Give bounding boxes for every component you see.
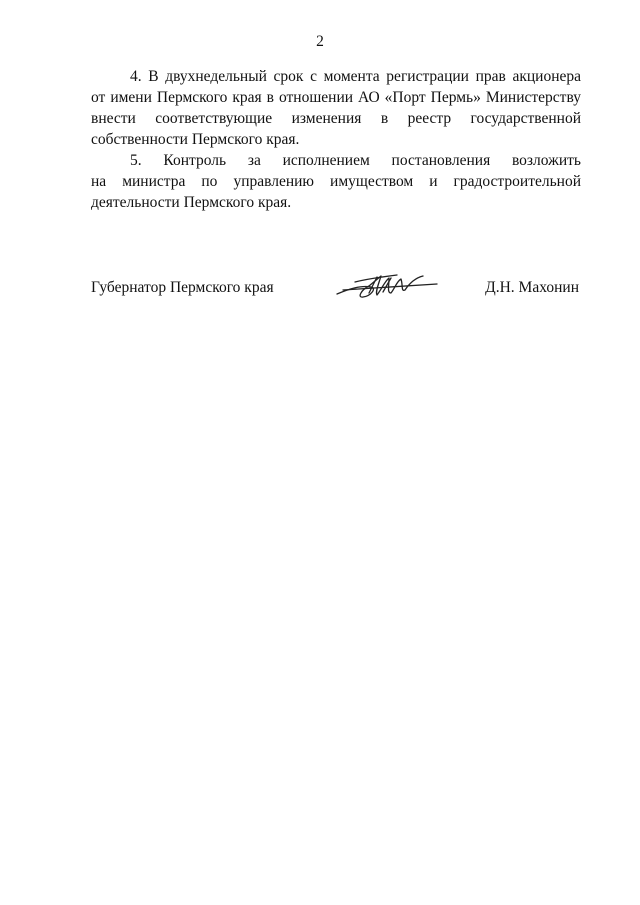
paragraph-line: собственности Пермского края.: [91, 131, 300, 148]
page-number: 2: [316, 33, 324, 50]
paragraph-line: 4. В двухнедельный срок с момента регистрации прав акционера: [130, 68, 581, 85]
paragraph-line: от имени Пермского края в отношении АО «Порт Пермь» Министерству: [91, 89, 581, 106]
signatory-position: Губернатор Пермского края: [91, 279, 274, 296]
signatory-name: Д.Н. Махонин: [485, 279, 579, 296]
document-body: [91, 66, 581, 213]
paragraph-item-4: [91, 66, 581, 150]
paragraph-line: внести соответствующие изменения в реестр государственной: [91, 110, 581, 127]
paragraph-line: на министра по управлению имуществом и градостроительной: [91, 173, 581, 190]
paragraph-item-5: [91, 150, 581, 213]
paragraph-line: деятельности Пермского края.: [91, 194, 292, 211]
handwritten-signature: [333, 268, 443, 302]
paragraph-line: 5. Контроль за исполнением постановления возложить: [130, 152, 581, 169]
